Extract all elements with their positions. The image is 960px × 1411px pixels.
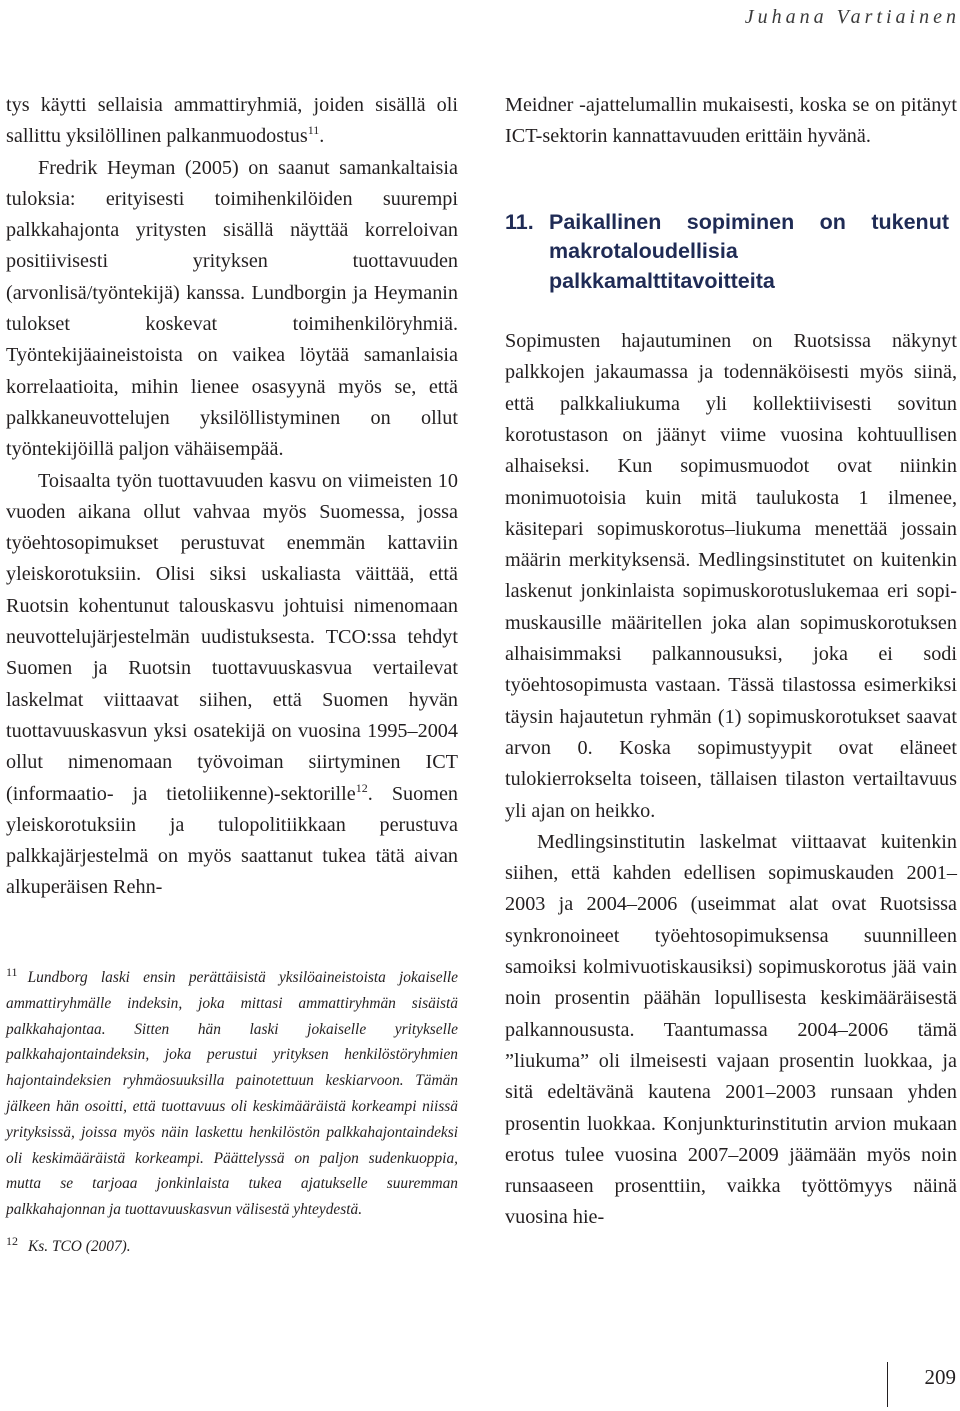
paragraph: Medlingsinstitutin laskelmat viittaavat kuitenkin siihen, että kahden edellisen sopimuskauden 2001–2003 ja 2004–2006 (useimmat alat ovat Ruotsissa synkronoineet työehtosopimuksensa suunnilleen samoiksi kolmivuotiskausiksi) sopimuskorotus jää vain noin prosentin päähän lopullisesta keskimääräisestä palkannoususta. Taantumassa 2004–2006 tämä ”liukuma” oli ilmeisesti vajaan prosentin luokkaa, ja sitä edeltävänä kautena 2001–2003 runsaan yhden prosentin luokkaa. Konjunkturinstitutin arvion mukaan erotus tulee vuosina 2007–2009 jäämään myös noin runsaaseen prosenttiin, vaikka työttömyys näinä vuosina hie- bbox=[505, 830, 957, 1229]
paragraph: Sopimusten hajautuminen on Ruotsissa näkynyt palkkojen jakaumassa ja todennäköisesti myös siinä, että palkkaliukuma yli kollektiivisesti sovitun korotustason on jäänyt viime vuosina kohtuullisen alhaiseksi. Kun sopimusmuodot ovat niinkin monimuotoisia kuin mitä taulukosta 1 ilmenee, käsitepari sopimuskorotus–liukuma menettää jossain määrin merkityksensä. Medlingsinstitutet on kuitenkin laskenut jonkinlaista sopimuskorotuslukemaa eri sopimuskausille määritellen joka alan sopimuskorotuksen alhaisimmaksi palkannousuksi, joka ei sodi työehtosopimusta vastaan. Tässä tilastossa esimerkiksi täysin hajautetun ryhmän (1) sopimuskorotukset saavat arvon 0. Koska sopimustyypit ovat eläneet tulokierrokselta toiseen, tällaisen tilaston vertailtavuus yli ajan on heikko. bbox=[505, 330, 957, 822]
footnote-mark: 12 bbox=[6, 1233, 18, 1248]
paragraph: Toisaalta työn tuottavuuden kasvu on viimeisten 10 vuoden aikana ollut vahvaa myös Suomessa, jossa työehtosopimukset perustuvat enemmän kattaviin yleiskorotuksiin. Olisi siksi uskaliasta väittää, että Ruotsin kohentunut talouskasvu johtuisi nimenomaan neuvottelujärjestelmän uudistuksesta. TCO:ssa tehdyt Suomen ja Ruotsin tuottavuuskasvua vertailevat laskelmat viittaavat siihen, että Suomen hyvän tuottavuuskasvun yksi osatekijä on vuosina 1995–2004 ollut nimenomaan työvoiman siirtyminen ICT (informaatio- ja tietoliikenne)-sektorille$^{12}$. Suomen yleiskorotuksiin ja tulopolitiikkaan perustuva palkkajärjestelmä on myös saattanut tukea tätä aivan alkuperäisen Rehn- bbox=[6, 469, 459, 899]
right-column bbox=[505, 90, 957, 1234]
running-head: Juhana Vartiainen bbox=[744, 6, 960, 28]
footnotes bbox=[6, 960, 458, 1266]
footnote-mark: 11 bbox=[6, 965, 18, 979]
left-column bbox=[6, 90, 458, 904]
paragraph: Fredrik Heyman (2005) on saanut samankaltaisia tuloksia: erityisesti toimihenkilöiden suurempi palkkahajonta yritysten sisällä näyttää korreloivan positiivisesti yrityksen tuottavuuden (arvonlisä/työntekijä) kanssa. Lundborgin ja Heymanin tulokset koskevat toimihenkilöryhmiä. Työntekijäaineistoista on vaikea löytää samanlaisia korrelaatioita, mihin lienee osasyynä myös se, että palkkaneuvottelujen yksilöllistyminen on ollut työntekijöillä paljon vähäisempää. bbox=[6, 156, 458, 461]
paragraph: tys käytti sellaisia ammattiryhmiä, joiden sisällä oli sallittu yksilöllinen palkanmuodostus$^{11}$. bbox=[6, 94, 458, 148]
page-number: 209 bbox=[924, 1365, 956, 1389]
paragraph: Meidner -ajattelumallin mukaisesti, koska se on pitänyt ICT-sektorin kannattavuuden erittäin hyvänä. bbox=[505, 94, 957, 148]
section-heading bbox=[505, 208, 957, 297]
section-title: Paikallinen sopiminen on tukenut makrotaloudellisia palkkamalttitavoitteita bbox=[549, 209, 949, 293]
section-number: 11. bbox=[505, 209, 534, 234]
footnote-ref[interactable]: 12 bbox=[355, 780, 368, 795]
footnote: $^{11}$ Lundborg laski ensin perättäisistä yksilöaineistoista jokaiselle ammattiryhmälle indeksin, joka mittasi ammattiryhmän sisäistä palkkahajontaa. Sitten hän laski jokaiselle yritykselle palkkahajontaindeksin, joka perustui yrityksen henkilöstöryhmien hajontaindeksien ryhmäosuuksilla painotettuun keskiarvoon. Tämän jälkeen hän osoitti, että tuottavuus oli keskimääräistä korkeampi niissä yrityksissä, joissa myös näin laskettu henkilöstön palkkahajontaindeksi oli keskimääräistä korkeampi. Päättelyssä on paljon sudenkuoppia, mutta se tarjoaa jonkinlaista tukea ajatukselle suuremman palkkahajonnan ja tuottavuuskasvun välisestä yhteydestä. bbox=[6, 965, 458, 1219]
footnote-ref[interactable]: 11 bbox=[307, 123, 320, 138]
page-number-rule bbox=[887, 1362, 888, 1407]
footnote: $^{12}$ Ks. TCO (2007). bbox=[6, 1233, 131, 1255]
